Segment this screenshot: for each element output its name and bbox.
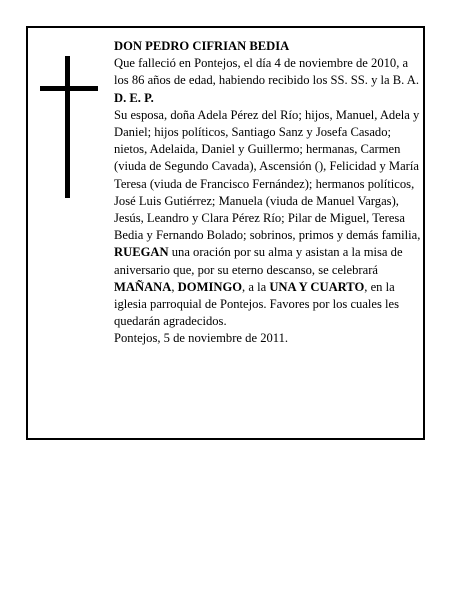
death-details: Que falleció en Pontejos, el día 4 de noviembre de 2010, a los 86 años de edad, habiendo recibido los SS. SS. y la B. A.: [114, 56, 420, 88]
cross-icon: [40, 56, 98, 198]
mass-time: UNA Y CUARTO: [269, 279, 365, 294]
domingo-text: DOMINGO: [177, 279, 243, 294]
deceased-name: DON PEDRO CIFRIAN BEDIA: [114, 39, 290, 53]
request-comma-1: ,: [171, 279, 178, 294]
request-text-2: , a la: [242, 279, 270, 294]
request-text-1: una oración por su alma y asistan a la misa de aniversario que, por su eterno descanso, se celebrará: [114, 245, 403, 277]
dep-line: D. E. P.: [114, 90, 154, 105]
place-date: Pontejos, 5 de noviembre de 2011.: [114, 331, 289, 346]
cross-vertical-bar: [65, 56, 70, 198]
notice-text: [114, 38, 423, 348]
ruegan-text: RUEGAN: [114, 245, 169, 260]
family-list: Su esposa, doña Adela Pérez del Río; hijos, Manuel, Adela y Daniel; hijos políticos, Santiago Sanz y Josefa Casado; nietos, Adelaida, Daniel y Guillermo; hermanas, Carmen (viuda de Segundo Cavada), Ascensión (), Felicidad y María Teresa (viuda de Francisco Fernández); hermanos políticos, José Luis Gutiérrez; Manuela (viuda de Manuel Vargas), Jesús, Leandro y Clara Pérez Río; Pilar de Miguel, Teresa Bedia y Fernando Bolado; sobrinos, primos y demás familia,: [114, 107, 421, 243]
request-text-3: , en la iglesia parroquial de Pontejos. Favores por los cuales les quedarán agradecidos.: [114, 279, 400, 329]
mass-request: [114, 244, 423, 330]
obituary-notice: [26, 26, 425, 440]
manana-text: MAÑANA: [114, 279, 172, 294]
cross-horizontal-bar: [40, 86, 98, 91]
